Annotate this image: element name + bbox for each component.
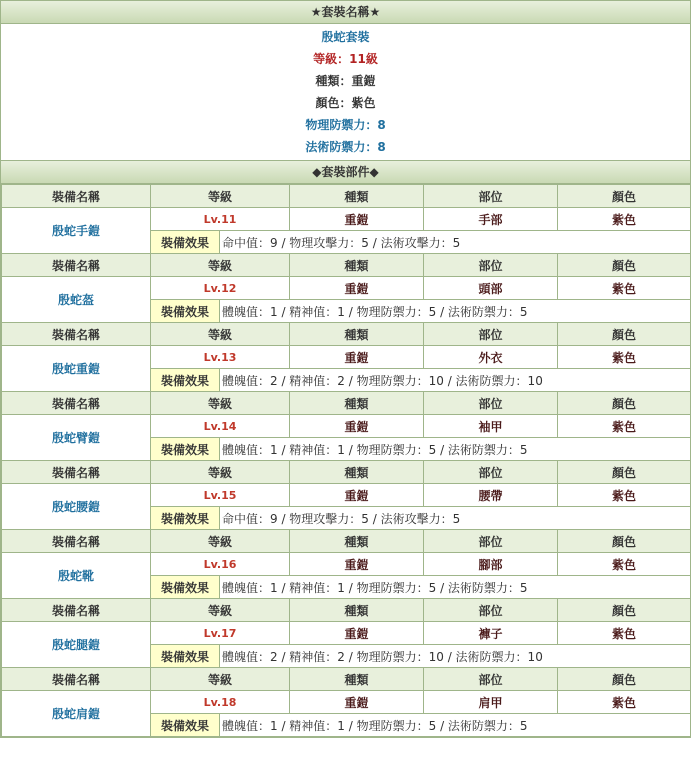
item-color: 紫色 (558, 277, 691, 300)
item-row (2, 415, 691, 438)
item-level: Lv.15 (151, 484, 290, 507)
col-level-header: 等級 (151, 530, 290, 553)
item-effect: 體魄值：2 / 精神值：2 / 物理防禦力：10 / 法術防禦力：10 (220, 645, 691, 668)
col-color-header: 顏色 (558, 668, 691, 691)
item-type: 重鎧 (290, 346, 424, 369)
effect-label: 裝備效果 (151, 507, 220, 530)
item-name: 殷蛇重鎧 (2, 346, 151, 392)
set-name-header: ★套裝名稱★ (1, 1, 690, 24)
item-slot: 外衣 (424, 346, 558, 369)
item-name: 殷蛇腰鎧 (2, 484, 151, 530)
item-row (2, 208, 691, 231)
col-name-header: 裝備名稱 (2, 392, 151, 415)
item-level: Lv.12 (151, 277, 290, 300)
col-type-header: 種類 (290, 323, 424, 346)
item-slot: 肩甲 (424, 691, 558, 714)
column-header-row (2, 392, 691, 415)
col-color-header: 顏色 (558, 254, 691, 277)
set-magic-def: 法術防禦力：8 (305, 140, 386, 154)
column-header-row (2, 323, 691, 346)
col-slot-header: 部位 (424, 461, 558, 484)
item-level: Lv.14 (151, 415, 290, 438)
item-type: 重鎧 (290, 277, 424, 300)
column-header-row (2, 461, 691, 484)
item-type: 重鎧 (290, 208, 424, 231)
col-color-header: 顏色 (558, 185, 691, 208)
effect-label: 裝備效果 (151, 576, 220, 599)
col-level-header: 等級 (151, 668, 290, 691)
col-slot-header: 部位 (424, 392, 558, 415)
col-name-header: 裝備名稱 (2, 185, 151, 208)
item-slot: 袖甲 (424, 415, 558, 438)
effect-label: 裝備效果 (151, 438, 220, 461)
set-type: 種類：重鎧 (315, 74, 376, 88)
item-name: 殷蛇腿鎧 (2, 622, 151, 668)
col-type-header: 種類 (290, 254, 424, 277)
item-color: 紫色 (558, 622, 691, 645)
col-slot-header: 部位 (424, 668, 558, 691)
item-level: Lv.13 (151, 346, 290, 369)
item-effect: 體魄值：1 / 精神值：1 / 物理防禦力：5 / 法術防禦力：5 (220, 300, 691, 323)
item-color: 紫色 (558, 691, 691, 714)
col-type-header: 種類 (290, 668, 424, 691)
item-row (2, 484, 691, 507)
col-slot-header: 部位 (424, 323, 558, 346)
item-row (2, 346, 691, 369)
column-header-row (2, 530, 691, 553)
item-level: Lv.17 (151, 622, 290, 645)
item-color: 紫色 (558, 415, 691, 438)
item-color: 紫色 (558, 484, 691, 507)
item-type: 重鎧 (290, 484, 424, 507)
col-color-header: 顏色 (558, 323, 691, 346)
set-color: 顏色：紫色 (315, 96, 376, 110)
item-row (2, 553, 691, 576)
col-name-header: 裝備名稱 (2, 668, 151, 691)
col-type-header: 種類 (290, 530, 424, 553)
column-header-row (2, 599, 691, 622)
col-type-header: 種類 (290, 392, 424, 415)
set-level: 等級：11級 (313, 52, 378, 66)
item-type: 重鎧 (290, 691, 424, 714)
item-slot: 頭部 (424, 277, 558, 300)
column-header-row (2, 668, 691, 691)
item-effect: 體魄值：1 / 精神值：1 / 物理防禦力：5 / 法術防禦力：5 (220, 438, 691, 461)
col-level-header: 等級 (151, 599, 290, 622)
col-name-header: 裝備名稱 (2, 530, 151, 553)
col-color-header: 顏色 (558, 530, 691, 553)
set-info (1, 24, 690, 161)
parts-table (1, 184, 691, 737)
item-row (2, 277, 691, 300)
item-color: 紫色 (558, 346, 691, 369)
item-name: 殷蛇肩鎧 (2, 691, 151, 737)
item-slot: 褲子 (424, 622, 558, 645)
item-effect: 命中值：9 / 物理攻擊力：5 / 法術攻擊力：5 (220, 507, 691, 530)
item-type: 重鎧 (290, 415, 424, 438)
column-header-row (2, 185, 691, 208)
col-slot-header: 部位 (424, 254, 558, 277)
col-name-header: 裝備名稱 (2, 599, 151, 622)
col-type-header: 種類 (290, 599, 424, 622)
column-header-row (2, 254, 691, 277)
item-effect: 體魄值：1 / 精神值：1 / 物理防禦力：5 / 法術防禦力：5 (220, 576, 691, 599)
col-color-header: 顏色 (558, 392, 691, 415)
col-slot-header: 部位 (424, 599, 558, 622)
item-type: 重鎧 (290, 553, 424, 576)
effect-label: 裝備效果 (151, 300, 220, 323)
item-slot: 腰帶 (424, 484, 558, 507)
item-level: Lv.11 (151, 208, 290, 231)
item-type: 重鎧 (290, 622, 424, 645)
set-phys-def: 物理防禦力：8 (305, 118, 386, 132)
set-name: 殷蛇套裝 (321, 30, 370, 44)
item-name: 殷蛇盔 (2, 277, 151, 323)
col-level-header: 等級 (151, 392, 290, 415)
item-effect: 體魄值：2 / 精神值：2 / 物理防禦力：10 / 法術防禦力：10 (220, 369, 691, 392)
item-effect: 體魄值：1 / 精神值：1 / 物理防禦力：5 / 法術防禦力：5 (220, 714, 691, 737)
item-name: 殷蛇手鎧 (2, 208, 151, 254)
set-parts-header: ◆套裝部件◆ (1, 161, 690, 184)
col-type-header: 種類 (290, 461, 424, 484)
effect-label: 裝備效果 (151, 645, 220, 668)
item-level: Lv.18 (151, 691, 290, 714)
col-color-header: 顏色 (558, 461, 691, 484)
item-name: 殷蛇靴 (2, 553, 151, 599)
col-type-header: 種類 (290, 185, 424, 208)
col-name-header: 裝備名稱 (2, 323, 151, 346)
col-level-header: 等級 (151, 185, 290, 208)
col-slot-header: 部位 (424, 530, 558, 553)
item-color: 紫色 (558, 208, 691, 231)
col-name-header: 裝備名稱 (2, 461, 151, 484)
col-color-header: 顏色 (558, 599, 691, 622)
effect-label: 裝備效果 (151, 369, 220, 392)
effect-label: 裝備效果 (151, 714, 220, 737)
item-slot: 腳部 (424, 553, 558, 576)
effect-label: 裝備效果 (151, 231, 220, 254)
item-color: 紫色 (558, 553, 691, 576)
col-level-header: 等級 (151, 254, 290, 277)
col-level-header: 等級 (151, 323, 290, 346)
item-effect: 命中值：9 / 物理攻擊力：5 / 法術攻擊力：5 (220, 231, 691, 254)
col-slot-header: 部位 (424, 185, 558, 208)
item-slot: 手部 (424, 208, 558, 231)
col-name-header: 裝備名稱 (2, 254, 151, 277)
item-level: Lv.16 (151, 553, 290, 576)
item-name: 殷蛇臂鎧 (2, 415, 151, 461)
item-row (2, 691, 691, 714)
col-level-header: 等級 (151, 461, 290, 484)
item-row (2, 622, 691, 645)
